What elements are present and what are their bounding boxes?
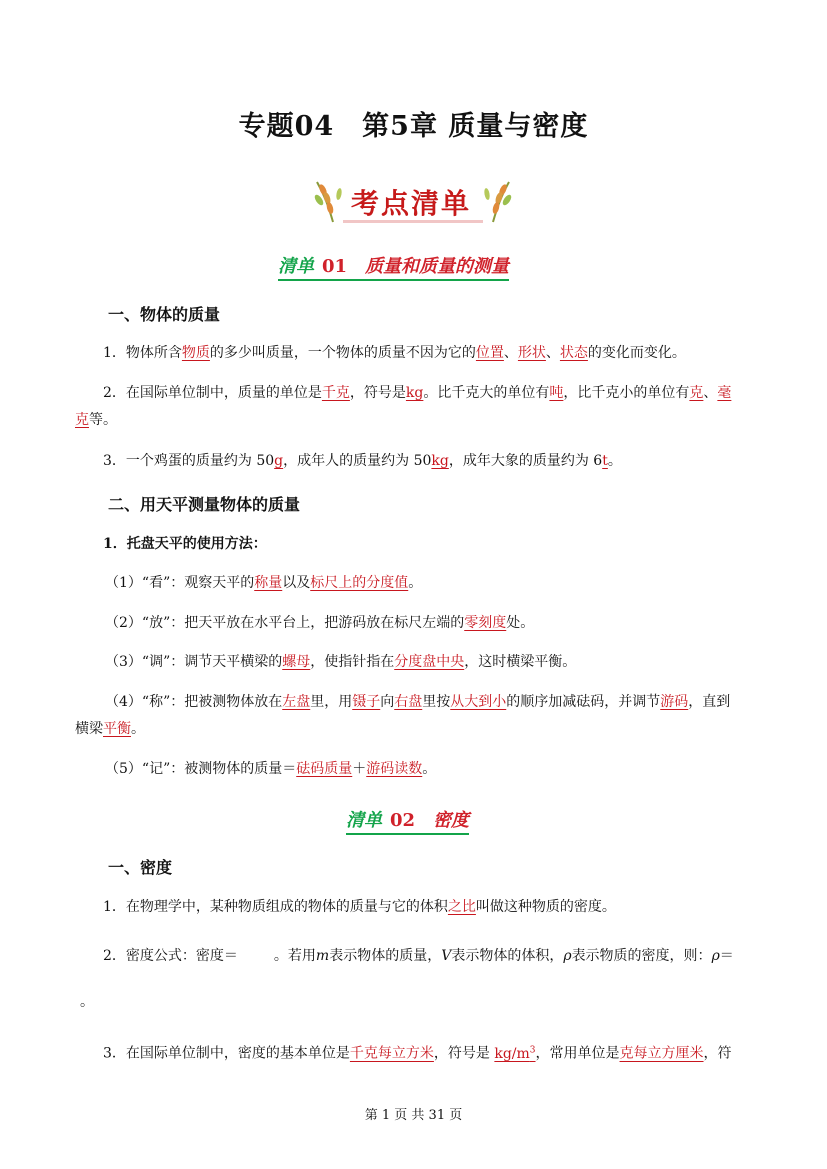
step-record — [105, 759, 436, 779]
text: 。 — [607, 453, 622, 469]
answer: 状态 — [559, 345, 588, 361]
paragraph-mass-units-cont — [75, 410, 117, 430]
section-banner — [313, 176, 513, 226]
text: ＝ — [719, 948, 734, 964]
answer: 吨 — [549, 385, 564, 401]
section-heading-01 — [278, 252, 509, 281]
answer: 克 — [689, 385, 704, 401]
text: ，符号是 — [349, 385, 406, 401]
text: 3．在国际单位制中，密度的基本单位是 — [103, 1045, 350, 1062]
symbol-v: V — [441, 948, 452, 964]
answer: 游码 — [660, 694, 689, 710]
answer: 右盘 — [394, 694, 423, 710]
paragraph-density-units — [103, 1040, 732, 1064]
text: ，这时横梁平衡。 — [464, 654, 577, 670]
section-tag: 清单 — [278, 256, 314, 277]
text: 。若用 — [273, 948, 316, 964]
symbol-rho: ρ — [563, 948, 572, 964]
answer: 物质 — [181, 345, 210, 361]
step-weigh-cont — [75, 719, 145, 739]
text: 里按 — [422, 694, 451, 710]
answer: 克 — [75, 412, 89, 428]
section-label: 质量和质量的测量 — [365, 256, 510, 277]
answer: 游码读数 — [366, 761, 423, 777]
answer: 标尺上的分度值 — [310, 575, 409, 591]
step-look — [105, 573, 422, 593]
answer: 形状 — [517, 345, 546, 361]
heading-density: 一、密度 — [108, 858, 173, 877]
text: ，成年大象的质量约为 6 — [448, 453, 603, 469]
paragraph-mass-definition — [103, 343, 686, 363]
wheat-left-icon — [313, 178, 349, 224]
text: 处。 — [506, 615, 535, 631]
paragraph-density-formula — [103, 946, 734, 966]
text: ，使指针指在 — [310, 654, 395, 670]
text: 。比千克大的单位有 — [423, 385, 550, 401]
answer: 之比 — [447, 899, 476, 915]
answer — [494, 1046, 535, 1062]
answer: 平衡 — [103, 721, 131, 737]
text: 、 — [703, 385, 718, 401]
answer: 镊子 — [352, 694, 381, 710]
text: ＋ — [352, 761, 367, 777]
text: 。 — [408, 575, 423, 591]
text: （1）“看”：观察天平的 — [105, 575, 255, 591]
text: （3）“调”：调节天平横梁的 — [105, 654, 283, 670]
text: 向 — [380, 694, 395, 710]
banner-title: 考点清单 — [351, 187, 472, 220]
section-tag: 清单 — [346, 810, 382, 831]
answer: 螺母 — [282, 654, 311, 670]
text: （5）“记”：被测物体的质量＝ — [105, 761, 297, 777]
answer: 千克每立方米 — [349, 1045, 434, 1062]
unit-text: kg/m — [494, 1045, 530, 1062]
paragraph-density-formula-cont — [80, 992, 94, 1012]
text: ，成年人的质量约为 50 — [283, 453, 432, 469]
section-heading-02 — [346, 806, 469, 835]
section-number: 02 — [390, 810, 416, 831]
text: 叫做这种物质的密度。 — [475, 899, 616, 915]
text: 表示物体的体积， — [451, 948, 564, 964]
page-title: 专题04 第5章 质量与密度 — [238, 111, 589, 142]
answer: 克每立方厘米 — [619, 1045, 704, 1062]
heading-mass: 一、物体的质量 — [108, 305, 221, 324]
text: 。 — [80, 994, 94, 1010]
answer: 左盘 — [282, 694, 311, 710]
text: 。 — [422, 761, 437, 777]
text: 3．一个鸡蛋的质量约为 50 — [103, 453, 275, 469]
paragraph-density-definition — [103, 897, 616, 917]
text: 、 — [545, 345, 560, 361]
banner-underline — [343, 220, 483, 223]
text: （4）“称”：把被测物体放在 — [105, 694, 283, 710]
heading-balance: 二、用天平测量物体的质量 — [108, 495, 301, 514]
paragraph-mass-examples — [103, 451, 622, 471]
text: 的变化而变化。 — [587, 345, 686, 361]
answer: kg — [405, 385, 424, 401]
text: 横梁 — [75, 721, 103, 737]
text: ，符号是 — [433, 1045, 495, 1062]
text: 以及 — [282, 575, 311, 591]
text: 、 — [503, 345, 518, 361]
section-number: 01 — [322, 256, 348, 277]
text: 等。 — [89, 412, 117, 428]
answer: t — [602, 453, 608, 469]
answer: 分度盘中央 — [394, 654, 465, 670]
text: 2．密度公式：密度＝ — [103, 948, 238, 964]
text: 表示物体的质量， — [329, 948, 442, 964]
text: 的顺序加减砝码，并调节 — [506, 694, 661, 710]
answer: kg — [431, 453, 449, 469]
answer: g — [274, 453, 284, 469]
page-footer: 第 1 页 共 31 页 — [364, 1108, 463, 1123]
text: 表示物质的密度，则： — [571, 948, 712, 964]
text: 的多少叫质量，一个物体的质量不因为它的 — [209, 345, 476, 361]
text: 里，用 — [310, 694, 353, 710]
symbol-rho: ρ — [711, 948, 720, 964]
unit-superscript: 3 — [529, 1045, 536, 1055]
paragraph-mass-units — [103, 383, 731, 403]
answer: 砝码质量 — [296, 761, 353, 777]
answer: 毫 — [717, 385, 732, 401]
answer: 千克 — [321, 385, 350, 401]
step-place — [105, 613, 534, 633]
text: ，常用单位是 — [535, 1045, 620, 1062]
text: 1．在物理学中，某种物质组成的物体的质量与它的体积 — [103, 899, 448, 915]
text: 。 — [131, 721, 145, 737]
step-weigh — [105, 692, 730, 712]
paragraph-balance-intro: 1．托盘天平的使用方法： — [103, 536, 267, 552]
answer: 称量 — [254, 575, 283, 591]
text: 2．在国际单位制中，质量的单位是 — [103, 385, 322, 401]
text: 1．物体所含 — [103, 345, 182, 361]
answer: 零刻度 — [464, 615, 507, 631]
symbol-m: m — [315, 948, 330, 964]
answer: 位置 — [475, 345, 504, 361]
section-label: 密度 — [433, 810, 470, 831]
text: ，比千克小的单位有 — [563, 385, 690, 401]
wheat-right-icon — [477, 178, 513, 224]
text: （2）“放”：把天平放在水平台上，把游码放在标尺左端的 — [105, 615, 465, 631]
text: ，直到 — [688, 694, 731, 710]
step-adjust — [105, 652, 576, 672]
answer: 从大到小 — [450, 694, 507, 710]
text: ，符 — [703, 1045, 732, 1062]
